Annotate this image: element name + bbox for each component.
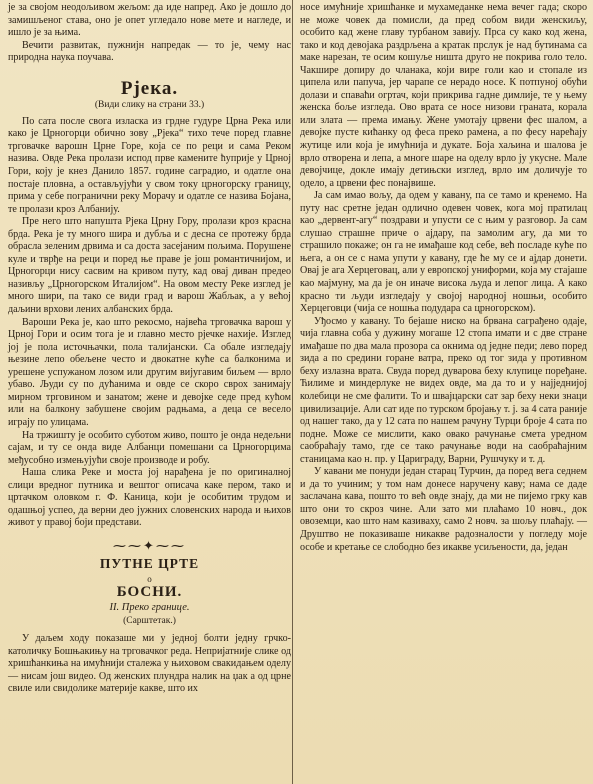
putne-crte-o: о bbox=[147, 573, 152, 584]
putne-crte-subtitle: II. Преко границе. bbox=[109, 602, 190, 614]
right-paragraph-2: Ја сам имао вољу, да одем у кавану, па се тамо и кренемо. На путу нас сретне један одлично одевен човек, кога мој пратилац као „дервент-агу“ поздрави и упусти се с њим у разговор. Ја сам слушао страшне приче о ајдару, па замолим агу, да ми то страшило покаже; он га не имађаше код себе, већ посладе куће по њега, а он се с нама упути у кавану, где ће му се и ајдар донети. Овај је ага Херцеговац, али у европској униформи, која му стајаше као мајмуну, ма да је он иначе висока људа и лепог лица. А како красно ти људи изгледају у својој народној ношњи, особито Херцеговци (чија се ношња подудара са црногорском). bbox=[300, 190, 587, 315]
rijeka-image-note: (Види слику на страни 33.) bbox=[94, 100, 205, 111]
rijeka-paragraph-2: Пре него што напушта Рјека Црну Гору, пролази кроз красна брда. Река је ту много шира и дубља и с десна се протежу брда обрасла зеленим дрвима и са доста засејаним пољима. Порушене куле и тврђе на реци и поред ње праве је још романтичнијом, и Црногорци нису сасвим на кривом путу, кад овај диван предео називљу „Црногорском Италијом“. На овом месту Реке изглед је много шири, па тако се види град и варош Жабљак, а у већој даљини врхови лених албанских брда. bbox=[8, 216, 291, 316]
rijeka-title: Рјека. bbox=[120, 77, 179, 99]
left-column bbox=[8, 2, 291, 696]
rijeka-paragraph-3: Вароши Река је, као што рекосмо, највећа трговачка варош у Црној Гори и осим тога је и главно место рјечке нахије. Изглед јој је пола источњачки, пола талијански. Са обале изгледају њезине лепо обељене често и двокатне куће са балконима и урешене успужаном лозом или другим вијугавим биљем — врло убаво. Људи су по дућанима и овде се скоро сврох занимају мирном трговином и занатом; жене и девојке седе пред кућом или на балкону забушене својим радњама, а деца се весело играју по улицама. bbox=[8, 316, 291, 428]
section-ornament: ⁓⁓✦⁓⁓ bbox=[113, 537, 186, 553]
putne-crte-paragraph-1: У даљем ходу показаше ми у једној болти једну грчко-католичку Бошњакињу на трговачког реда. Непријатније слике од хришћанкиња на имућнији сталежа у њиховом свакидањем оделу — нисам још видео. Од женских плундра налик на џак а од црне свиле или свидолике материје какве, што их bbox=[8, 633, 291, 695]
intro-paragraph-1: је за својом неодољивом жељом: да иде напред. Ако је дошло до замишљеног става, оно је опет угледало нове мете и нагледе, и ишло је за њима. bbox=[8, 2, 291, 39]
rijeka-paragraph-1: По сата после свога изласка из грдне гудуре Црна Река или како је Црногорци обично зову „Рјека“ тихо тече поред главне трговачке варошн Црне Горе, која се по реци и сама Реком назива. Овде Река пролази испод прве каменитe ћуприје у Црној Гори, коју је кнез Данило 1857. године саградио, и одатле она постаје пловна, а остављујући у свом току црногорску границу, прима у себе погранични реку Морачу и одатле се назива Бојана, те пролази кроз Албанију. bbox=[8, 115, 291, 215]
putne-crte-title: ПУТНЕ ЦРТЕ bbox=[99, 556, 200, 572]
right-paragraph-3: Уђосмо у кавану. То бејаше ниско на брвана саграђено одаје, чија главна соба у дужину могаше 12 стопа имати и с две стране имађаше по два мала прозора са окнима од једне педи; лево поред зида а по средини горане ватра, преко од тог зида у противном беху излазна врата. Свуда поред дуварова беху клупице поређане. Ћилиме и миндерлуке не видех овде, ма да то и у најједнијој колебици не сме фалити. То и швајцарски сат зар беху неки знаци цивилизације. Али сат иде по турском бројању т. ј. за 4 сата раније од нашег тако, да у 12 сата по нашем рачуну Турци броје 4 сата по подне. Може се мислити, како овако рачунање смета уредном саобраћају тамо, где се тако рачунање води на саобраћајним станицама као н. пр. у Цариграду, Варни, Рушчуку и т. д. bbox=[300, 315, 588, 465]
putne-crte-note: (Сарштетак.) bbox=[123, 615, 176, 626]
right-paragraph-1: носе имућније хришћанке и мухамеданке нема вечег гада; скоро не може човек да помисли, да пред собом види женскиљу, особито кад жене главу турбаном завију. Прса су како код жена, тако и код девојака раздрљена а кратак прслук је над бутинама са маке нарезан, те осим кошуље ништа друго не покрива голо тело. Чакшире допиру до чланака, који вире голи као и стопале из ципела или папуча, јер чарапе се нерадо носе. К потпуној обући долази и спаваћи огртач, који прикрива гадне димлије, те у њему женска боље изгледа. Ово врата се носе низови граната, корала или злата — према имању. Жене умотају црвени фес шалом, а девојке пусте кићанку од феса преко рамена, а по фесу нарећају жутице или која је имућнија и дукате. Боја хаљина и шалова је врло отворена и лепа, а многе шаре на оделу врло ју укусне. Мале девојчице, доклe имају детињски изглед, врло им доличује то одело, а црвени фес понајвише. bbox=[300, 2, 587, 189]
right-column bbox=[300, 2, 587, 554]
column-divider bbox=[292, 0, 293, 784]
putne-crte-bosni: БОСНИ. bbox=[116, 583, 183, 600]
rijeka-paragraph-4: На тржишту је особито суботом живо, пошто је онда недељни сајам, и ту се онда виде Албанци помешани са Црногорцима међусобно измењујући своје производе и робу. bbox=[8, 429, 291, 466]
intro-paragraph-2: Вечити развитак, пужнијн напредак — то је, чему нас природна наука поучава. bbox=[8, 39, 291, 64]
right-paragraph-4: У кавани ме понуди један старац Турчин, да поред вега седнем и да то учиним; у том нам донесе наручену каву; нама се даде заслачана кава, пошто то већ овде знају, да ми не пијемо грку кав што они то скроз чине. Али зато ми плаћамо 10 новч., док овоземци, као што нам казиваху, само 2 новч. за шољу плаћају. — Друштво не показиваше никакве радозналости у погледу моје особе и кретање се слободно без икакве усиљености, да, један bbox=[300, 466, 587, 553]
rijeka-paragraph-5: Наша слика Реке и моста јој нарађена је по оригиналној слици вредног путника и вештог описача каке пером, тако и цртачком оловком г. Ф. Каница, који је особитим трудом и одашњој успео, да верни део јужних словенских народа и њихов живот у правој боји представи. bbox=[8, 467, 291, 529]
